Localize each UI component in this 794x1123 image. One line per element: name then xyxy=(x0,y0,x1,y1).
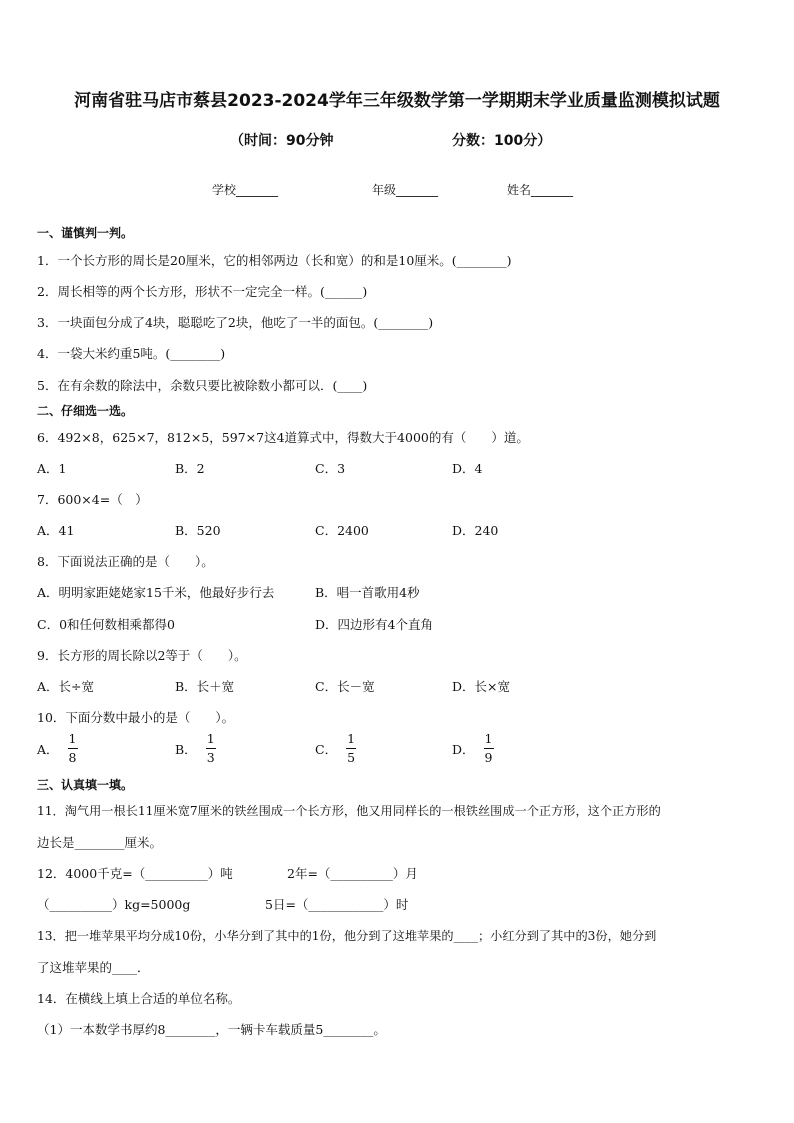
fraction-denominator: 3 xyxy=(206,749,215,765)
question-12-part-b: 2年=（__________）月 xyxy=(287,866,418,881)
question-8-option-a: A．明明家距姥姥家15千米，他最好步行去 xyxy=(37,585,275,600)
question-7-option-a: A．41 xyxy=(37,523,75,538)
option-label: C． xyxy=(315,741,338,757)
name-field: 姓名_______ xyxy=(507,183,574,197)
question-5: 5．在有余数的除法中，余数只要比被除数小都可以．(____) xyxy=(37,378,368,393)
question-12-part-d: 5日=（____________）时 xyxy=(265,897,409,912)
school-field: 学校_______ xyxy=(212,183,279,197)
question-11-line-1: 11．淘气用一根长11厘米宽7厘米的铁丝围成一个长方形，他又用同样长的一根铁丝围成一个正方形，这个正方形的 xyxy=(37,804,661,818)
question-9-option-d: D．长×宽 xyxy=(452,679,510,694)
fraction-denominator: 8 xyxy=(68,749,77,765)
question-13-line-1: 13．把一堆苹果平均分成10份，小华分到了其中的1份，他分到了这堆苹果的____；小红分到了其中的3份，她分到 xyxy=(37,929,657,943)
question-8-option-b: B．唱一首歌用4秒 xyxy=(315,585,420,600)
fraction-denominator: 9 xyxy=(484,749,493,765)
question-7-stem: 7．600×4=（ ） xyxy=(37,492,148,507)
question-11-line-2: 边长是________厘米。 xyxy=(37,835,163,850)
question-8-option-c: C．0和任何数相乘都得0 xyxy=(37,617,175,632)
question-14-stem: 14．在横线上填上合适的单位名称。 xyxy=(37,991,241,1006)
question-7-option-d: D．240 xyxy=(452,523,499,538)
option-label: A． xyxy=(37,741,59,757)
fraction-denominator: 5 xyxy=(347,749,356,765)
fraction xyxy=(205,733,217,764)
question-6-option-a: A．1 xyxy=(37,461,67,476)
question-10-stem: 10．下面分数中最小的是（ ）。 xyxy=(37,710,235,725)
question-6-option-b: B．2 xyxy=(175,461,205,476)
question-8-option-d: D．四边形有4个直角 xyxy=(315,617,433,632)
page-title: 河南省驻马店市蔡县2023-2024学年三年级数学第一学期期末学业质量监测模拟试题 xyxy=(74,91,720,111)
question-2: 2．周长相等的两个长方形，形状不一定完全一样。(______) xyxy=(37,284,368,299)
question-4: 4．一袋大米约重5吨。(________) xyxy=(37,346,226,361)
question-10-option-a xyxy=(37,733,78,764)
option-label: B． xyxy=(175,741,197,757)
question-10-option-b xyxy=(175,733,217,764)
fraction-numerator: 1 xyxy=(484,731,493,746)
question-9-option-c: C．长－宽 xyxy=(315,679,375,694)
question-12-part-c: （__________）kg=5000g xyxy=(37,897,191,912)
question-7-option-b: B．520 xyxy=(175,523,221,538)
question-8-stem: 8．下面说法正确的是（ ）。 xyxy=(37,554,214,569)
exam-score: 分数：100分） xyxy=(452,133,552,149)
question-10-option-d xyxy=(452,733,494,764)
section-2-title: 二、仔细选一选。 xyxy=(37,404,134,418)
fraction xyxy=(345,733,357,764)
question-12-part-a: 12．4000千克=（__________）吨 xyxy=(37,866,233,881)
question-1: 1．一个长方形的周长是20厘米，它的相邻两边（长和宽）的和是10厘米。(________) xyxy=(37,253,512,268)
question-14-part-1: （1）一本数学书厚约8________，一辆卡车载质量5________。 xyxy=(37,1022,386,1037)
section-3-title: 三、认真填一填。 xyxy=(37,778,134,792)
fraction-numerator: 1 xyxy=(206,731,215,746)
question-9-option-b: B．长＋宽 xyxy=(175,679,235,694)
question-6-option-d: D．4 xyxy=(452,461,483,476)
fraction-numerator: 1 xyxy=(68,731,77,746)
question-7-option-c: C．2400 xyxy=(315,523,369,538)
option-label: D． xyxy=(452,741,475,757)
question-9-stem: 9．长方形的周长除以2等于（ ）。 xyxy=(37,648,247,663)
fraction xyxy=(67,733,79,764)
question-9-option-a: A．长÷宽 xyxy=(37,679,95,694)
section-1-title: 一、谨慎判一判。 xyxy=(37,226,134,240)
exam-time: （时间：90分钟 xyxy=(230,133,334,149)
fraction-numerator: 1 xyxy=(347,731,356,746)
question-10-option-c xyxy=(315,733,357,764)
question-6-stem: 6．492×8，625×7，812×5，597×7这4道算式中，得数大于4000的有（ ）道。 xyxy=(37,430,529,445)
grade-field: 年级_______ xyxy=(372,183,439,197)
fraction xyxy=(483,733,495,764)
question-13-line-2: 了这堆苹果的____． xyxy=(37,960,150,975)
question-6-option-c: C．3 xyxy=(315,461,346,476)
question-3: 3．一块面包分成了4块，聪聪吃了2块，他吃了一半的面包。(________) xyxy=(37,315,434,330)
